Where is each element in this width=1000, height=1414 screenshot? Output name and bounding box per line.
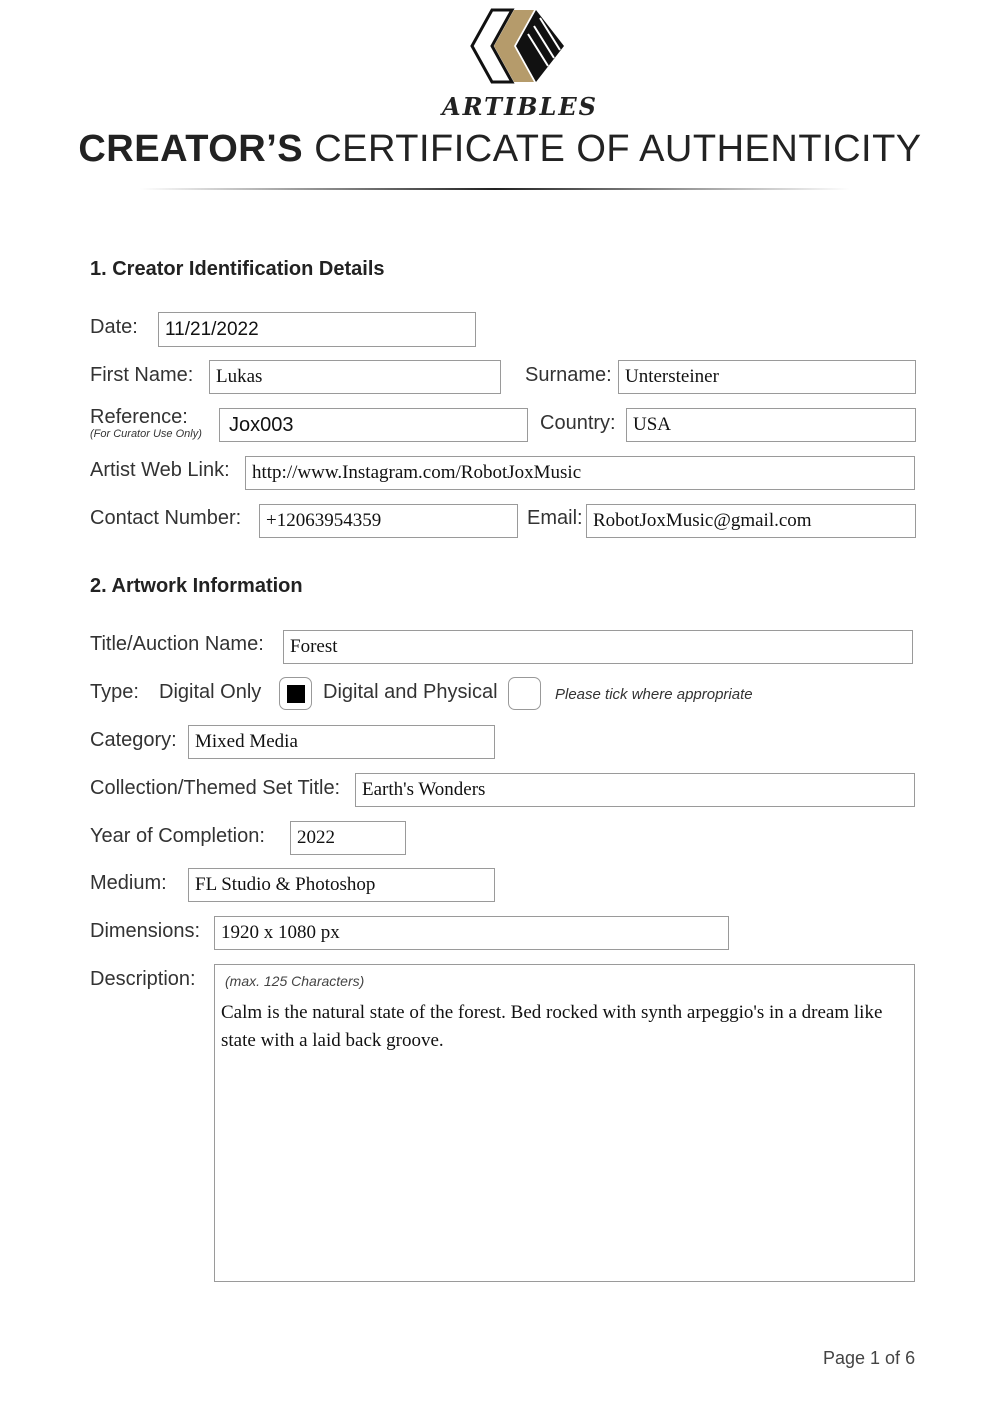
year-of-completion-field[interactable]: 2022 <box>290 821 406 855</box>
digital-only-checkbox[interactable] <box>279 677 312 710</box>
category-field[interactable]: Mixed Media <box>188 725 495 759</box>
surname-label: Surname: <box>525 364 612 386</box>
title-bold: CREATOR’S <box>78 128 304 170</box>
type-label: Type: <box>90 681 139 703</box>
country-field[interactable]: USA <box>626 408 916 442</box>
email-field[interactable]: RobotJoxMusic@gmail.com <box>586 504 916 538</box>
contact-number-label: Contact Number: <box>90 507 242 529</box>
title-rest: CERTIFICATE OF AUTHENTICITY <box>314 128 922 170</box>
year-of-completion-label: Year of Completion: <box>90 825 265 847</box>
weblink-field[interactable]: http://www.Instagram.com/RobotJoxMusic <box>245 456 915 490</box>
description-textarea[interactable] <box>214 964 915 1282</box>
title-auction-name-label: Title/Auction Name: <box>90 633 264 655</box>
checkbox-tick-mark <box>287 685 305 703</box>
dimensions-field[interactable]: 1920 x 1080 px <box>214 916 729 950</box>
type-digital-and-physical-label: Digital and Physical <box>323 681 498 703</box>
reference-label: Reference: <box>90 406 188 428</box>
type-digital-only-label: Digital Only <box>159 681 262 703</box>
medium-field[interactable]: FL Studio & Photoshop <box>188 868 495 902</box>
title-auction-name-field[interactable]: Forest <box>283 630 913 664</box>
weblink-label: Artist Web Link: <box>90 459 230 481</box>
page-number: Page 1 of 6 <box>823 1348 916 1368</box>
section-artwork-information-heading: 2. Artwork Information <box>90 575 303 597</box>
category-label: Category: <box>90 729 177 751</box>
dimensions-label: Dimensions: <box>90 920 201 942</box>
artibles-diamond-logo-icon <box>466 4 570 88</box>
section-creator-identification-heading: 1. Creator Identification Details <box>90 258 385 280</box>
date-label: Date: <box>90 316 138 338</box>
collection-title-field[interactable]: Earth's Wonders <box>355 773 915 807</box>
type-note: Please tick where appropriate <box>555 686 753 703</box>
digital-and-physical-checkbox[interactable] <box>508 677 541 710</box>
description-text: Calm is the natural state of the forest. Bed rocked with synth arpeggio's in a dream like state with a laid back groove. <box>221 1002 883 1051</box>
first-name-field[interactable]: Lukas <box>209 360 501 394</box>
contact-number-field[interactable]: +12063954359 <box>259 504 518 538</box>
brand-wordmark: ARTIBLES <box>441 92 598 121</box>
description-hint: (max. 125 Characters) <box>225 973 365 989</box>
description-label: Description: <box>90 968 196 990</box>
surname-field[interactable]: Untersteiner <box>618 360 916 394</box>
country-label: Country: <box>540 412 616 434</box>
page-title <box>0 128 1000 171</box>
date-field[interactable]: 11/21/2022 <box>158 312 476 347</box>
reference-note: (For Curator Use Only) <box>90 428 202 440</box>
artibles-logo <box>466 4 570 88</box>
first-name-label: First Name: <box>90 364 194 386</box>
title-divider <box>140 186 850 192</box>
collection-title-label: Collection/Themed Set Title: <box>90 777 341 799</box>
email-label: Email: <box>527 507 583 529</box>
reference-field[interactable]: Jox003 <box>219 408 528 442</box>
medium-label: Medium: <box>90 872 167 894</box>
